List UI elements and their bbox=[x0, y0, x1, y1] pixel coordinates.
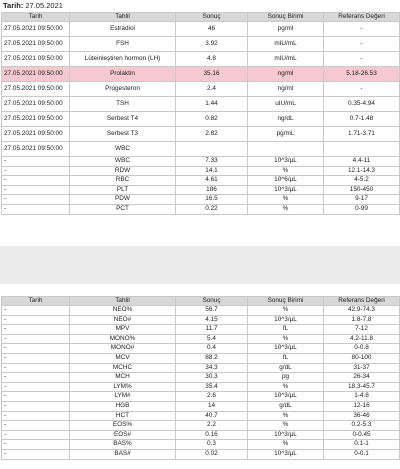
cell-reference: 4.4-11 bbox=[324, 157, 400, 167]
col-header-result: Sonuç bbox=[176, 13, 248, 22]
report-date-header bbox=[3, 0, 63, 12]
cell-result: 4.61 bbox=[176, 176, 248, 186]
cell-reference: 1.8-7.8 bbox=[324, 315, 400, 325]
cell-test: Progesteron bbox=[70, 82, 176, 97]
cell-date: - bbox=[2, 353, 70, 363]
cell-unit: 10^6/μL bbox=[248, 176, 324, 186]
table-row bbox=[2, 449, 400, 459]
cell-reference: 26-34 bbox=[324, 373, 400, 383]
cell-date: - bbox=[2, 306, 70, 316]
cell-date: - bbox=[2, 334, 70, 344]
cell-reference: 4.2-11.8 bbox=[324, 334, 400, 344]
cell-test: MCH bbox=[70, 373, 176, 383]
cell-test: Lüteinleştiren hormon (LH) bbox=[70, 52, 176, 67]
cell-reference: - bbox=[324, 22, 400, 37]
cell-result: 88.2 bbox=[176, 353, 248, 363]
cell-unit: 10^3/μL bbox=[248, 430, 324, 440]
cell-date: - bbox=[2, 363, 70, 373]
cell-result: 11.7 bbox=[176, 325, 248, 335]
cell-unit: uIU/mL bbox=[248, 97, 324, 112]
cell-test: TSH bbox=[70, 97, 176, 112]
col-header-test: Tahlil bbox=[70, 13, 176, 22]
cell-unit: % bbox=[248, 204, 324, 214]
cell-test: MONO% bbox=[70, 334, 176, 344]
cell-reference: 0-0.45 bbox=[324, 430, 400, 440]
cell-unit: pg/ml bbox=[248, 22, 324, 37]
cell-test: WBC bbox=[70, 142, 176, 157]
table-header-row bbox=[2, 297, 400, 306]
table-row bbox=[2, 421, 400, 431]
cell-reference: 7-12 bbox=[324, 325, 400, 335]
cell-unit: % bbox=[248, 440, 324, 450]
cell-unit: g/dL bbox=[248, 401, 324, 411]
cell-test: PCT bbox=[70, 204, 176, 214]
col-header-date: Tarih bbox=[2, 297, 70, 306]
table-row bbox=[2, 325, 400, 335]
cell-reference: 42.9-74.3 bbox=[324, 306, 400, 316]
cell-test: Serbest T3 bbox=[70, 127, 176, 142]
col-header-unit: Sonuç Birimi bbox=[248, 13, 324, 22]
cell-result: 0.4 bbox=[176, 344, 248, 354]
table-row bbox=[2, 97, 400, 112]
table-row bbox=[2, 353, 400, 363]
table-row bbox=[2, 382, 400, 392]
cell-date: - bbox=[2, 166, 70, 176]
cell-test: WBC bbox=[70, 157, 176, 167]
table-row bbox=[2, 157, 400, 167]
table-row bbox=[2, 392, 400, 402]
cell-test: LYM% bbox=[70, 382, 176, 392]
cell-unit bbox=[248, 142, 324, 157]
cell-date: - bbox=[2, 440, 70, 450]
blood-count-table bbox=[1, 296, 400, 460]
cell-result: 0.02 bbox=[176, 449, 248, 459]
report-date-label: Tarih: bbox=[3, 1, 24, 10]
cell-result: 34.3 bbox=[176, 363, 248, 373]
blood-count-body bbox=[2, 306, 400, 460]
cell-result: 30.3 bbox=[176, 373, 248, 383]
table-row bbox=[2, 411, 400, 421]
cell-unit: mIU/mL bbox=[248, 52, 324, 67]
cell-test: RDW bbox=[70, 166, 176, 176]
table-row bbox=[2, 195, 400, 205]
cell-test: Prolaktin bbox=[70, 67, 176, 82]
cell-date: 27.05.2021 09:50:00 bbox=[2, 37, 70, 52]
cell-date: - bbox=[2, 204, 70, 214]
cell-result: 14.1 bbox=[176, 166, 248, 176]
cell-test: EOS# bbox=[70, 430, 176, 440]
cell-date: 27.05.2021 09:50:00 bbox=[2, 82, 70, 97]
table-row bbox=[2, 82, 400, 97]
table-row bbox=[2, 306, 400, 316]
cell-unit: ng/ml bbox=[248, 82, 324, 97]
cell-test: HGB bbox=[70, 401, 176, 411]
cell-unit: 10^3/μL bbox=[248, 157, 324, 167]
table-row bbox=[2, 204, 400, 214]
cell-result: 2.82 bbox=[176, 127, 248, 142]
cell-unit: % bbox=[248, 382, 324, 392]
cell-reference: 0.7-1.48 bbox=[324, 112, 400, 127]
cell-date: 27.05.2021 09:50:00 bbox=[2, 97, 70, 112]
cell-date: - bbox=[2, 344, 70, 354]
cell-date: 27.05.2021 09:50:00 bbox=[2, 142, 70, 157]
table-row bbox=[2, 67, 400, 82]
cell-date: - bbox=[2, 315, 70, 325]
cell-reference: 36-46 bbox=[324, 411, 400, 421]
cell-test: MONO# bbox=[70, 344, 176, 354]
cell-result: 35.4 bbox=[176, 382, 248, 392]
cell-test: NEO# bbox=[70, 315, 176, 325]
cell-date: - bbox=[2, 430, 70, 440]
cell-reference: 12-16 bbox=[324, 401, 400, 411]
cell-test: BAS% bbox=[70, 440, 176, 450]
cell-reference: 0.2-5.3 bbox=[324, 421, 400, 431]
cell-reference: 1-4.8 bbox=[324, 392, 400, 402]
cell-date: 27.05.2021 09:50:00 bbox=[2, 22, 70, 37]
cell-reference: 0-99 bbox=[324, 204, 400, 214]
cell-result: 56.7 bbox=[176, 306, 248, 316]
cell-reference: 0.35-4.94 bbox=[324, 97, 400, 112]
table-row bbox=[2, 176, 400, 186]
cell-unit: ng/ml bbox=[248, 67, 324, 82]
table-row bbox=[2, 142, 400, 157]
cell-date: - bbox=[2, 401, 70, 411]
cell-result: 0.3 bbox=[176, 440, 248, 450]
table-row bbox=[2, 344, 400, 354]
cell-reference: - bbox=[324, 52, 400, 67]
col-header-reference: Referans Değeri bbox=[324, 13, 400, 22]
cell-test: FSH bbox=[70, 37, 176, 52]
cell-test: HCT bbox=[70, 411, 176, 421]
cell-test: LYM# bbox=[70, 392, 176, 402]
cell-date: - bbox=[2, 185, 70, 195]
cell-result: 46 bbox=[176, 22, 248, 37]
cell-unit: fL bbox=[248, 353, 324, 363]
cell-unit: mIU/mL bbox=[248, 37, 324, 52]
report-date-value: 27.05.2021 bbox=[25, 1, 63, 10]
table-row bbox=[2, 52, 400, 67]
cell-result: 2.6 bbox=[176, 392, 248, 402]
cell-date: - bbox=[2, 392, 70, 402]
cell-date: 27.05.2021 09:50:00 bbox=[2, 127, 70, 142]
cell-reference: 4-5.2 bbox=[324, 176, 400, 186]
cell-test: BAS# bbox=[70, 449, 176, 459]
cell-test: Serbest T4 bbox=[70, 112, 176, 127]
table-row bbox=[2, 166, 400, 176]
table-header-row bbox=[2, 13, 400, 22]
table-row bbox=[2, 185, 400, 195]
cell-result: 2.2 bbox=[176, 421, 248, 431]
cell-reference: 0-0.8 bbox=[324, 344, 400, 354]
cell-date: 27.05.2021 09:50:00 bbox=[2, 67, 70, 82]
cell-unit: % bbox=[248, 306, 324, 316]
cell-date: - bbox=[2, 176, 70, 186]
cell-result: 7.33 bbox=[176, 157, 248, 167]
cell-reference: 0-0.1 bbox=[324, 449, 400, 459]
cell-test: MCV bbox=[70, 353, 176, 363]
hormone-results-body bbox=[2, 22, 400, 215]
cell-unit: ng/dL bbox=[248, 112, 324, 127]
table-row bbox=[2, 22, 400, 37]
cell-date: - bbox=[2, 157, 70, 167]
cell-unit: 10^3/μL bbox=[248, 344, 324, 354]
col-header-date: Tarih bbox=[2, 13, 70, 22]
page-break bbox=[0, 246, 400, 284]
cell-reference: 1.71-3.71 bbox=[324, 127, 400, 142]
cell-result: 4.8 bbox=[176, 52, 248, 67]
cell-result: 186 bbox=[176, 185, 248, 195]
cell-reference: 31-37 bbox=[324, 363, 400, 373]
cell-unit: % bbox=[248, 411, 324, 421]
cell-result: 4.15 bbox=[176, 315, 248, 325]
col-header-test: Tahlil bbox=[70, 297, 176, 306]
table-row bbox=[2, 440, 400, 450]
cell-unit: 10^3/μL bbox=[248, 185, 324, 195]
cell-result: 40.7 bbox=[176, 411, 248, 421]
cell-unit: 10^3/μL bbox=[248, 392, 324, 402]
table-row bbox=[2, 112, 400, 127]
cell-result bbox=[176, 142, 248, 157]
cell-test: PDW bbox=[70, 195, 176, 205]
cell-date: - bbox=[2, 195, 70, 205]
table-row bbox=[2, 315, 400, 325]
cell-test: MCHC bbox=[70, 363, 176, 373]
cell-unit: fL bbox=[248, 325, 324, 335]
cell-test: NEO% bbox=[70, 306, 176, 316]
cell-reference: 18.3-45.7 bbox=[324, 382, 400, 392]
col-header-reference: Referans Değeri bbox=[324, 297, 400, 306]
col-header-result: Sonuç bbox=[176, 297, 248, 306]
cell-reference: 0.1-1 bbox=[324, 440, 400, 450]
cell-result: 3.92 bbox=[176, 37, 248, 52]
cell-result: 1.44 bbox=[176, 97, 248, 112]
table-row bbox=[2, 363, 400, 373]
cell-date: 27.05.2021 09:50:00 bbox=[2, 112, 70, 127]
cell-unit: g/dL bbox=[248, 363, 324, 373]
cell-test: RBC bbox=[70, 176, 176, 186]
cell-reference bbox=[324, 142, 400, 157]
table-row bbox=[2, 127, 400, 142]
cell-test: PLT bbox=[70, 185, 176, 195]
cell-unit: % bbox=[248, 166, 324, 176]
cell-date: - bbox=[2, 373, 70, 383]
cell-reference: 5.18-26.53 bbox=[324, 67, 400, 82]
cell-reference: - bbox=[324, 82, 400, 97]
cell-test: MPV bbox=[70, 325, 176, 335]
cell-result: 5.4 bbox=[176, 334, 248, 344]
cell-date: - bbox=[2, 411, 70, 421]
cell-unit: % bbox=[248, 421, 324, 431]
hormone-results-table bbox=[1, 12, 400, 215]
cell-unit: pg bbox=[248, 373, 324, 383]
cell-reference: 150-450 bbox=[324, 185, 400, 195]
cell-result: 2.4 bbox=[176, 82, 248, 97]
cell-date: - bbox=[2, 449, 70, 459]
cell-date: 27.05.2021 09:50:00 bbox=[2, 52, 70, 67]
cell-result: 35.16 bbox=[176, 67, 248, 82]
cell-unit: 10^3/μL bbox=[248, 315, 324, 325]
table-row bbox=[2, 401, 400, 411]
cell-unit: 10^3/μL bbox=[248, 449, 324, 459]
cell-date: - bbox=[2, 421, 70, 431]
table-row bbox=[2, 334, 400, 344]
cell-unit: % bbox=[248, 195, 324, 205]
cell-result: 16.5 bbox=[176, 195, 248, 205]
cell-result: 0.82 bbox=[176, 112, 248, 127]
cell-date: - bbox=[2, 325, 70, 335]
cell-unit: % bbox=[248, 334, 324, 344]
cell-test: Estradiol bbox=[70, 22, 176, 37]
cell-result: 14 bbox=[176, 401, 248, 411]
cell-result: 0.22 bbox=[176, 204, 248, 214]
cell-reference: - bbox=[324, 37, 400, 52]
cell-date: - bbox=[2, 382, 70, 392]
table-row bbox=[2, 37, 400, 52]
table-row bbox=[2, 430, 400, 440]
cell-reference: 12.1-14.3 bbox=[324, 166, 400, 176]
cell-test: EOS% bbox=[70, 421, 176, 431]
cell-reference: 9-17 bbox=[324, 195, 400, 205]
table-row bbox=[2, 373, 400, 383]
cell-reference: 80-100 bbox=[324, 353, 400, 363]
col-header-unit: Sonuç Birimi bbox=[248, 297, 324, 306]
cell-result: 0.16 bbox=[176, 430, 248, 440]
cell-unit: pg/mL bbox=[248, 127, 324, 142]
